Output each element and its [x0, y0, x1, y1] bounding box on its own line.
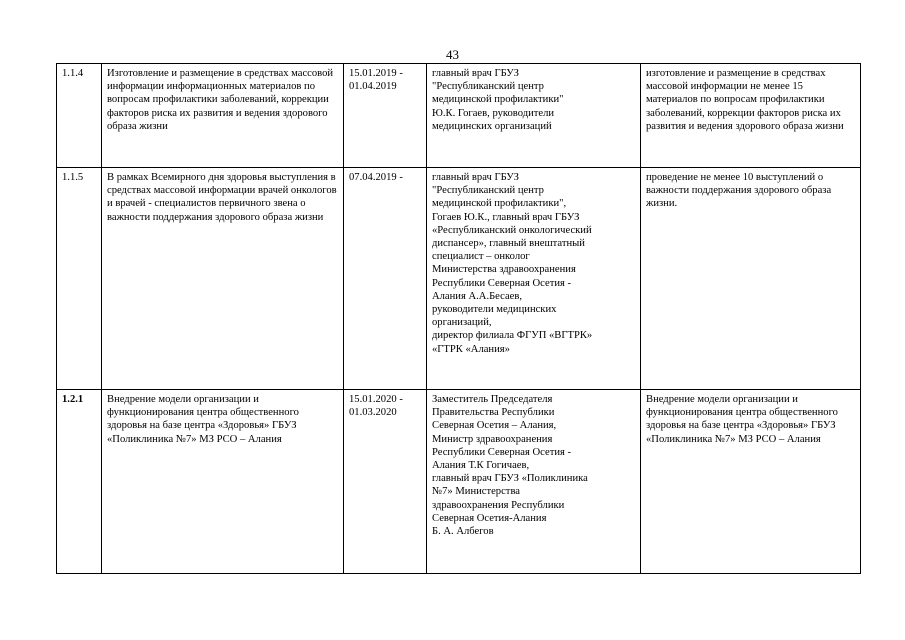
table-row — [57, 64, 861, 168]
page-number: 43 — [446, 47, 459, 62]
expected-result: проведение не менее 10 выступлений о важности поддержания здорового образа жизни. — [641, 168, 861, 390]
event-description: Изготовление и размещение в средствах массовой информации информационных материалов по вопросам профилактики заболеваний, коррекции факторов риска их развития и ведения здорового образа жизни — [102, 64, 344, 168]
item-number: 1.2.1 — [57, 390, 102, 574]
period: 07.04.2019 - — [344, 168, 427, 390]
item-number: 1.1.5 — [57, 168, 102, 390]
table-row — [57, 390, 861, 574]
responsible-persons: главный врач ГБУЗ "Республиканский центр медицинской профилактики", Гогаев Ю.К., главный врач ГБУЗ «Республиканский онкологический диспансер», главный внештатный специалист – онколог Министерства здравоохранения Республики Северная Осетия - Алания А.А.Бесаев, руководители медицинских организаций, директор филиала ФГУП «ВГТРК» «ГТРК «Алания» — [427, 168, 641, 390]
expected-result: Внедрение модели организации и функционирования центра общественного здоровья на базе центра «Здоровья» ГБУЗ «Поликлиника №7» МЗ РСО – Алания — [641, 390, 861, 574]
table-row — [57, 168, 861, 390]
action-plan-table — [56, 63, 861, 574]
item-number: 1.1.4 — [57, 64, 102, 168]
period: 15.01.2020 - 01.03.2020 — [344, 390, 427, 574]
expected-result: изготовление и размещение в средствах массовой информации не менее 15 материалов по вопросам профилактики заболеваний, коррекции факторов риска их развития и ведения здорового образа жизни — [641, 64, 861, 168]
responsible-persons: главный врач ГБУЗ "Республиканский центр медицинской профилактики" Ю.К. Гогаев, руководители медицинских организаций — [427, 64, 641, 168]
event-description: Внедрение модели организации и функционирования центра общественного здоровья на базе центра «Здоровья» ГБУЗ «Поликлиника №7» МЗ РСО – Алания — [102, 390, 344, 574]
responsible-persons: Заместитель Председателя Правительства Республики Северная Осетия – Алания, Министр здравоохранения Республики Северная Осетия - Алания Т.К Гогичаев, главный врач ГБУЗ «Поликлиника №7» Министерства здравоохранения Республики Северная Осетия-Алания Б. А. Албегов — [427, 390, 641, 574]
period: 15.01.2019 - 01.04.2019 — [344, 64, 427, 168]
event-description: В рамках Всемирного дня здоровья выступления в средствах массовой информации врачей онкологов и врачей - специалистов первичного звена о важности поддержания здорового образа жизни — [102, 168, 344, 390]
